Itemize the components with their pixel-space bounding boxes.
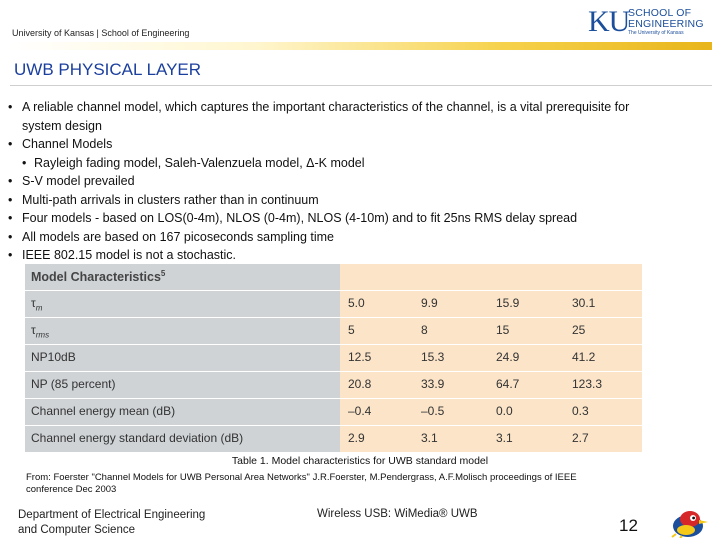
- table-header-label: Model Characteristics$^5$: [31, 269, 166, 285]
- bullet-item: • Multi-path arrivals in clusters rather than in continuum: [8, 191, 708, 210]
- table-row: [25, 345, 642, 372]
- cell-value: 8: [421, 323, 428, 337]
- cell-value: 30.1: [572, 296, 596, 310]
- table-row: [25, 426, 642, 452]
- cell-value: 20.8: [348, 377, 372, 391]
- cell-value: –0.5: [421, 404, 445, 418]
- department-line-2: and Computer Science: [18, 524, 135, 536]
- source-line-2: conference Dec 2003: [26, 484, 117, 495]
- title-divider: [10, 85, 712, 86]
- bullet-item: • A reliable channel model, which captures the important characteristics of the channel, is a vital prerequisite for: [8, 98, 708, 117]
- logo-tagline: The University of Kansas: [628, 30, 684, 36]
- cell-value: –0.4: [348, 404, 372, 418]
- cell-value: 0.3: [572, 404, 589, 418]
- cell-value: 25: [572, 323, 586, 337]
- model-characteristics-table: [25, 264, 642, 452]
- cell-value: 64.7: [496, 377, 520, 391]
- cell-value: 3.1: [496, 431, 513, 445]
- slide-title: UWB PHYSICAL LAYER: [14, 60, 202, 79]
- cell-value: 2.7: [572, 431, 589, 445]
- page-number: 12: [619, 516, 638, 535]
- cell-value: 5: [348, 323, 355, 337]
- table-caption: Table 1. Model characteristics for UWB standard model: [231, 455, 489, 467]
- ku-engineering-logo: [588, 5, 714, 39]
- cell-value: 0.0: [496, 404, 513, 418]
- table-header-row: [25, 264, 642, 291]
- ku-logo-mark: KU: [588, 5, 630, 38]
- row-label: $\tau_{rms}$: [31, 323, 50, 340]
- table-row: [25, 399, 642, 426]
- cell-value: 2.9: [348, 431, 365, 445]
- cell-value: 5.0: [348, 296, 365, 310]
- department-line-1: Department of Electrical Engineering: [18, 509, 206, 521]
- logo-line-2: ENGINEERING: [628, 18, 704, 30]
- bullet-item: • Four models - based on LOS(0-4m), NLOS (0-4m), NLOS (4-10m) and to fit 25ns RMS delay spread: [8, 209, 708, 228]
- cell-value: 123.3: [572, 377, 603, 391]
- cell-value: 15.3: [421, 350, 445, 364]
- bullet-list: [8, 98, 708, 265]
- source-line-1: From: Foerster "Channel Models for UWB Personal Area Networks" J.R.Foerster, M.Pendergrass, A.F.Molisch proceedings of IEEE: [26, 472, 577, 483]
- department-label: [18, 508, 205, 538]
- bullet-item-continuation: system design: [22, 118, 102, 133]
- bullet-item: • All models are based on 167 picoseconds sampling time: [8, 228, 708, 247]
- logo-line-1: SCHOOL OF: [628, 7, 692, 19]
- cell-value: 12.5: [348, 350, 372, 364]
- bullet-item: • IEEE 802.15 model is not a stochastic.: [8, 246, 708, 265]
- header-gold-bar: [10, 42, 712, 50]
- cell-value: 9.9: [421, 296, 438, 310]
- cell-value: 33.9: [421, 377, 445, 391]
- row-label: NP (85 percent): [31, 377, 116, 391]
- cell-value: 15.9: [496, 296, 520, 310]
- cell-value: 24.9: [496, 350, 520, 364]
- footer-center-text: Wireless USB: WiMedia® UWB: [317, 508, 478, 520]
- sub-bullet-item: • Rayleigh fading model, Saleh-Valenzuela model, Δ-K model: [8, 154, 708, 173]
- table-row: [25, 318, 642, 345]
- cell-value: 41.2: [572, 350, 596, 364]
- source-citation: [26, 472, 686, 496]
- cell-value: 15: [496, 323, 510, 337]
- row-label: $\tau_m$: [31, 296, 43, 313]
- row-label: NP10dB: [31, 350, 76, 364]
- bullet-item: • Channel Models: [8, 135, 708, 154]
- bullet-item: • S-V model prevailed: [8, 172, 708, 191]
- jayhawk-mascot-icon: [666, 506, 710, 538]
- row-label: Channel energy standard deviation (dB): [31, 431, 244, 445]
- cell-value: 3.1: [421, 431, 438, 445]
- table-row: [25, 372, 642, 399]
- institution-label: University of Kansas | School of Engineering: [12, 28, 190, 38]
- row-label: Channel energy mean (dB): [31, 404, 176, 418]
- table-row: [25, 291, 642, 318]
